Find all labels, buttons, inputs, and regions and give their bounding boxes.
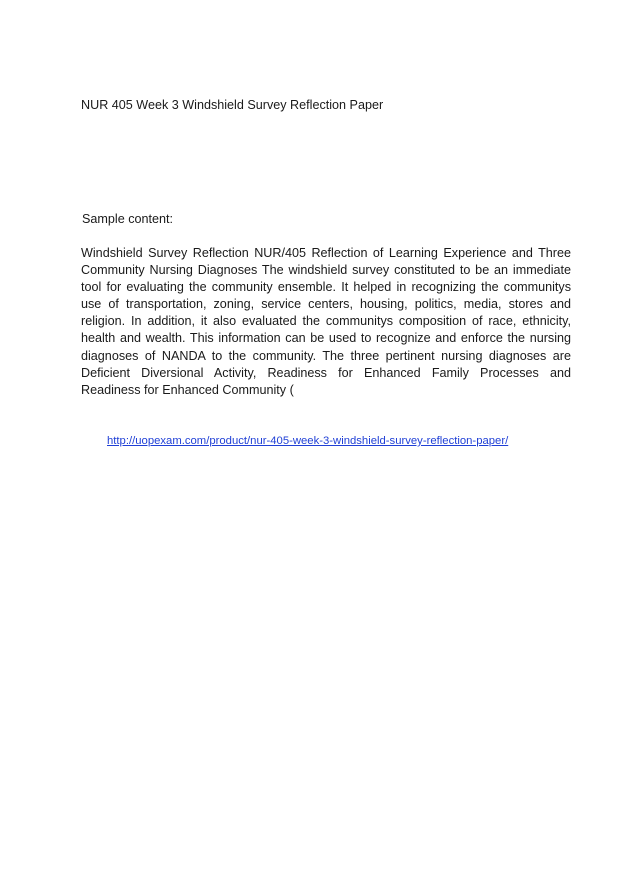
document-title: NUR 405 Week 3 Windshield Survey Reflection Paper: [81, 98, 384, 112]
sample-content-label: Sample content:: [82, 212, 174, 226]
product-link[interactable]: http://uopexam.com/product/nur-405-week-3-windshield-survey-reflection-paper/: [107, 435, 509, 447]
sample-content-body: Windshield Survey Reflection NUR/405 Reflection of Learning Experience and Three Community Nursing Diagnoses The windshield survey constituted to be an immediate tool for evaluating the community ensemble. It helped in recognizing the communitys use of transportation, zoning, service centers, housing, politics, media, stores and religion. In addition, it also evaluated the communitys composition of race, ethnicity, health and wealth. This information can be used to recognize and enforce the nursing diagnoses of NANDA to the community. The three pertinent nursing diagnoses are Deficient Diversional Activity, Readiness for Enhanced Family Processes and Readiness for Enhanced Community (: [81, 246, 571, 397]
